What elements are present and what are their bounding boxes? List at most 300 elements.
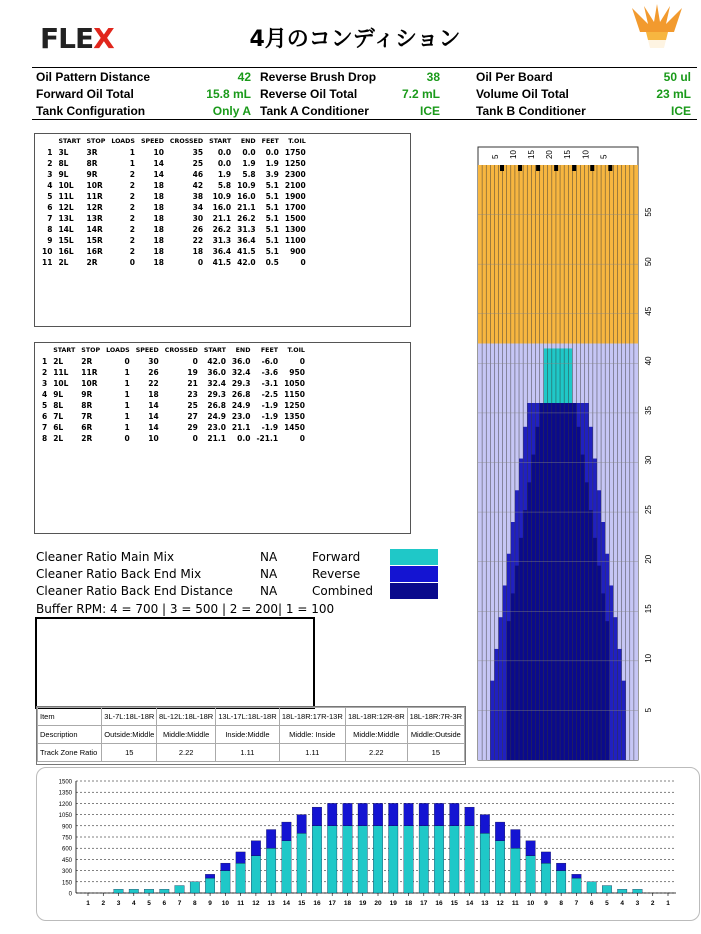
table-cell: 2 [129,247,135,256]
table-cell: 10L [53,379,69,388]
x-tick-label: 16 [435,900,443,907]
track-cell: Inside:Middle [216,726,280,744]
bar-forward [373,826,382,893]
table-cell: 1750 [284,148,306,157]
ratio-label: Cleaner Ratio Back End Distance [36,584,233,598]
bar-reverse [434,803,443,825]
bar-forward [602,886,611,893]
table-header: START [203,347,226,354]
x-tick-label: 17 [328,900,336,907]
track-cell: 3L-7L:18L-18R [102,708,157,726]
board-label: 5 [599,154,609,159]
table-cell: 11L [53,368,69,377]
table-cell: 26 [148,368,159,377]
notes-box [35,617,315,709]
lane-dark-oil [581,455,585,760]
bar-reverse [419,803,428,825]
table-cell: 1250 [284,159,306,168]
table-cell: 2300 [284,170,306,179]
table-header [39,345,50,356]
table-cell: 1500 [284,214,306,223]
track-row-description [38,726,465,744]
x-tick-label: 20 [374,900,382,907]
lane-mid-oil [609,585,613,760]
bar-reverse [404,803,413,825]
bar-forward [358,826,367,893]
page-title: 4月のコンディション [249,27,461,52]
table-cell: 2 [129,214,135,223]
bar-reverse [297,815,306,834]
table-header: START [53,347,76,354]
x-tick-label: 10 [527,900,535,907]
bar-reverse [541,852,550,863]
table-row [39,422,308,433]
table-cell: 8R [81,401,93,410]
table-cell: 5.1 [265,225,279,234]
x-tick-label: 2 [101,900,106,907]
lane-dark-oil [585,482,589,760]
lane-dark-oil [544,403,548,760]
table-cell: 5.8 [217,181,232,190]
lane-dark-oil [523,510,527,760]
table-cell: 18 [192,247,204,256]
table-cell: 5.1 [265,247,279,256]
track-cell: 18L-18R:12R-8R [345,708,407,726]
table-cell: 29.3 [207,390,226,399]
summary-label: Oil Per Board [476,70,553,84]
bar-forward [419,826,428,893]
table-cell: 18 [153,236,164,245]
lane-dark-oil [572,403,576,760]
table-cell: 2L [53,434,64,443]
bar-forward [175,886,184,893]
table-cell: 3 [47,170,53,179]
x-tick-label: 5 [147,900,151,907]
arrow-marker [536,165,540,171]
summary-row [260,87,440,102]
table-cell: 32.4 [207,379,226,388]
table-cell: 18 [153,214,164,223]
table-cell: 0 [192,357,198,366]
table-row [39,213,309,224]
bar-forward [114,889,123,893]
board-label: 10 [509,150,519,159]
bar-reverse [236,852,245,863]
table-cell: 1700 [284,203,306,212]
lane-dark-oil [597,566,601,760]
table-cell: 9 [47,236,53,245]
x-tick-label: 19 [359,900,367,907]
table-cell: 1300 [284,225,306,234]
bar-reverse [282,822,291,841]
table-cell: 6L [53,423,64,432]
table-cell: 26.2 [212,225,232,234]
table-cell: 0.0 [217,159,232,168]
x-tick-label: 4 [131,900,136,907]
table-cell: -1.9 [261,401,279,410]
lane-dark-oil [601,593,605,760]
board-label: 15 [527,150,537,159]
x-tick-label: 5 [605,900,609,907]
lane-dark-oil [605,621,609,760]
table-cell: 2R [81,357,93,366]
lane-dark-oil [527,482,531,760]
x-tick-label: 3 [635,900,640,907]
track-cell: 13L-17L:18L-18R [216,708,280,726]
board-label: 10 [581,150,591,159]
table-cell: 26.8 [231,390,251,399]
table-cell: 1.9 [217,170,232,179]
table-cell: 5.1 [265,203,279,212]
track-cell: Item [38,708,102,726]
track-cell: Middle: Inside [279,726,345,744]
table-cell: 4 [42,390,48,399]
x-tick-label: 4 [620,900,625,907]
table-cell: 14 [153,170,164,179]
table-cell: 18 [153,203,164,212]
track-cell: 15 [407,744,464,762]
track-cell: Middle:Outside [407,726,464,744]
bar-forward [327,826,336,893]
feet-label: 5 [644,707,653,713]
y-tick-label: 1200 [58,801,72,808]
table-cell: 21.1 [212,214,232,223]
bar-forward [526,856,535,893]
board-label: 15 [563,150,573,159]
table-cell: 12L [58,203,74,212]
table-cell: 29 [187,423,198,432]
bar-forward [511,848,520,893]
table-cell: 2 [129,170,135,179]
table-cell: 0 [299,434,305,443]
table-cell: 2 [129,192,135,201]
bar-forward [205,878,214,893]
x-tick-label: 16 [313,900,321,907]
feet-label: 35 [644,406,653,415]
ratio-row [36,567,446,583]
table-cell: 10 [153,148,164,157]
table-cell: 2 [47,159,53,168]
table-cell: 16.0 [212,203,232,212]
x-tick-label: 18 [404,900,413,907]
table-header: LOADS [106,347,130,354]
x-tick-label: 1 [86,900,90,907]
table-cell: 5.8 [242,170,256,179]
lane-oil-graph [470,135,690,765]
track-cell: 1.11 [216,744,280,762]
track-cell: 2.22 [157,744,216,762]
table-cell: 0.5 [265,258,279,267]
lane-mid-oil [617,649,621,760]
table-cell: 1050 [284,379,305,388]
table-cell: 30 [192,214,204,223]
bar-reverse [266,830,275,849]
ratio-label: Cleaner Ratio Main Mix [36,550,175,564]
track-cell: 18L-18R:7R-3R [407,708,464,726]
bar-forward [129,889,138,893]
forward-table [34,133,411,327]
bar-forward [266,848,275,893]
buffer-rpm: Buffer RPM: 4 = 700 | 3 = 500 | 2 = 200| 1 = 100 [36,602,335,616]
bar-reverse [556,863,565,870]
table-row [39,367,308,378]
summary-label: Oil Pattern Distance [36,70,151,84]
bar-reverse [312,807,321,826]
table-cell: 11L [58,192,74,201]
x-tick-label: 8 [193,900,197,907]
table-cell: 0 [129,258,135,267]
table-cell: 2L [53,357,64,366]
table-cell: 1 [124,401,130,410]
table-cell: 5 [47,192,53,201]
summary-value: 15.8 mL [206,87,251,101]
feet-label: 50 [644,257,653,267]
table-cell: 0.0 [265,148,279,157]
table-cell: 42 [192,181,204,190]
lane-dark-oil [576,427,580,760]
x-tick-label: 14 [465,900,474,907]
table-cell: 2 [129,225,135,234]
table-cell: 14 [148,401,159,410]
bar-forward [465,826,474,893]
table-cell: 36.0 [231,357,251,366]
table-cell: 42.0 [207,357,226,366]
table-row [39,246,309,257]
oil-bar-chart [36,767,698,919]
table-cell: 24.9 [231,401,251,410]
bar-reverse [480,815,489,834]
table-cell: 34 [192,203,204,212]
summary-divider [32,119,697,120]
table-row [39,235,309,246]
kegel-logo [624,2,690,64]
board-label: 5 [491,154,500,159]
table-cell: 14 [148,423,159,432]
table-row [39,389,308,400]
bar-reverse [373,803,382,825]
arrow-marker [572,165,576,171]
table-cell: 2 [42,368,48,377]
table-cell: 5.1 [265,236,279,245]
feet-label: 20 [644,554,653,564]
table-cell: 0.0 [217,148,232,157]
table-cell: 29.3 [231,379,251,388]
table-cell: 8R [86,159,98,168]
x-tick-label: 15 [450,900,458,907]
track-cell: 1.11 [279,744,345,762]
track-row-header [38,708,465,726]
table-cell: 21 [187,379,198,388]
bar-reverse [389,803,398,825]
x-tick-label: 14 [282,900,291,907]
table-cell: 26 [192,225,204,234]
table-row [39,202,309,213]
table-cell: 1.9 [265,159,279,168]
x-tick-label: 9 [544,900,548,907]
table-cell: 1.9 [242,159,256,168]
summary-value: 7.2 mL [401,87,440,101]
table-row [39,224,309,235]
table-cell: 2R [81,434,93,443]
y-tick-label: 450 [61,857,72,864]
flex-logo-x: X [93,22,114,55]
board-label: 20 [545,150,555,159]
bar-forward [572,878,581,893]
x-tick-label: 12 [496,900,504,907]
bar-forward [450,826,459,893]
legend-label: Combined [312,584,373,598]
x-tick-label: 18 [343,900,352,907]
table-cell: -1.9 [261,412,279,421]
summary-label: Forward Oil Total [36,87,134,101]
track-cell: Description [38,726,102,744]
lane-mid-oil [494,649,498,760]
table-row [39,158,309,169]
table-cell: 1450 [284,423,305,432]
table-cell: 46 [192,170,204,179]
summary-row [36,70,251,85]
legend-swatch [390,583,438,599]
arrow-marker [518,165,522,171]
table-cell: 31.3 [212,236,232,245]
table-cell: 10L [58,181,74,190]
table-cell: 10 [42,247,53,256]
table-cell: 36.0 [207,368,226,377]
ratio-value: NA [260,584,278,598]
table-cell: 15L [58,236,74,245]
lane-mid-oil [503,585,507,760]
table-cell: 9L [53,390,64,399]
bar-reverse [495,822,504,841]
table-row [39,400,308,411]
table-cell: 14R [86,225,103,234]
table-cell: 23 [187,390,198,399]
lane-wood [478,165,638,344]
table-cell: 1100 [284,236,306,245]
table-cell: 8 [47,225,53,234]
table-cell: 2100 [284,181,306,190]
track-row-ratio [38,744,465,762]
table-cell: 9R [86,170,98,179]
summary-row [36,104,251,119]
y-tick-label: 1050 [58,813,72,820]
table-cell: 22 [148,379,159,388]
bar-forward [389,826,398,893]
ratio-value: NA [260,550,278,564]
summary-row [260,70,440,85]
table-cell: 11R [86,192,103,201]
lane-dark-oil [548,403,552,760]
bar-forward [190,882,199,893]
table-header: T.OIL [288,138,306,145]
x-tick-label: 8 [559,900,563,907]
bar-forward [144,889,153,893]
table-cell: -3.1 [261,379,279,388]
feet-label: 55 [644,207,653,217]
track-cell: 8L-12L:18L-18R [157,708,216,726]
table-cell: 18 [153,192,164,201]
table-header: CROSSED [169,138,204,145]
arrow-marker [590,165,594,171]
table-row [39,433,308,444]
table-cell: 36.4 [237,236,256,245]
table-cell: -21.1 [256,434,279,443]
lane-mid-oil [499,617,503,760]
flex-logo-text: FLE [40,22,94,55]
arrow-marker [500,165,504,171]
bar-forward [556,871,565,893]
feet-label: 25 [644,505,653,515]
summary-value: ICE [419,104,440,118]
table-cell: 23.0 [231,412,251,421]
lane-dark-oil [531,455,535,760]
summary-value: Only A [212,104,251,118]
bar-reverse [526,841,535,856]
x-tick-label: 10 [221,900,229,907]
bar-forward [404,826,413,893]
table-cell: 2 [129,181,135,190]
summary-row [476,70,691,85]
table-cell: 0 [299,357,305,366]
table-cell: 41.5 [237,247,256,256]
lane-dark-oil [560,403,564,760]
table-cell: 1 [129,159,135,168]
table-cell: 4 [47,181,53,190]
summary-row [476,87,691,102]
bar-forward [297,833,306,893]
table-cell: 3L [58,148,69,157]
lane-dark-oil [589,510,593,760]
table-row [39,169,309,180]
summary-row [36,87,251,102]
bar-reverse [327,803,336,825]
feet-label: 15 [644,604,653,614]
table-cell: 1 [129,148,135,157]
bar-reverse [572,874,581,878]
table-header: LOADS [111,138,135,145]
table-cell: 13R [86,214,103,223]
table-cell: 8L [53,401,64,410]
table-cell: 3R [86,148,98,157]
track-cell: Middle:Middle [157,726,216,744]
table-cell: 3.9 [265,170,279,179]
summary-value: ICE [670,104,691,118]
table-cell: 27 [187,412,198,421]
table-cell: 1 [124,379,130,388]
x-tick-label: 7 [574,900,579,907]
table-cell: 900 [290,247,306,256]
table-cell: 6 [47,203,53,212]
table-cell: 0 [124,357,130,366]
table-cell: 26.2 [237,214,256,223]
table-cell: 25 [192,159,204,168]
table-cell: 5.1 [265,214,279,223]
bar-reverse [251,841,260,856]
bar-reverse [358,803,367,825]
bar-forward [221,871,230,893]
table-cell: 16.0 [237,192,256,201]
bar-reverse [511,830,520,849]
table-cell: 0 [124,434,130,443]
bar-forward [160,889,169,893]
x-tick-label: 7 [177,900,182,907]
table-cell: 36.4 [212,247,232,256]
table-cell: 2 [129,203,135,212]
table-cell: 26.8 [207,401,226,410]
table-cell: 32.4 [231,368,251,377]
x-tick-label: 17 [420,900,428,907]
table-header [39,136,55,147]
